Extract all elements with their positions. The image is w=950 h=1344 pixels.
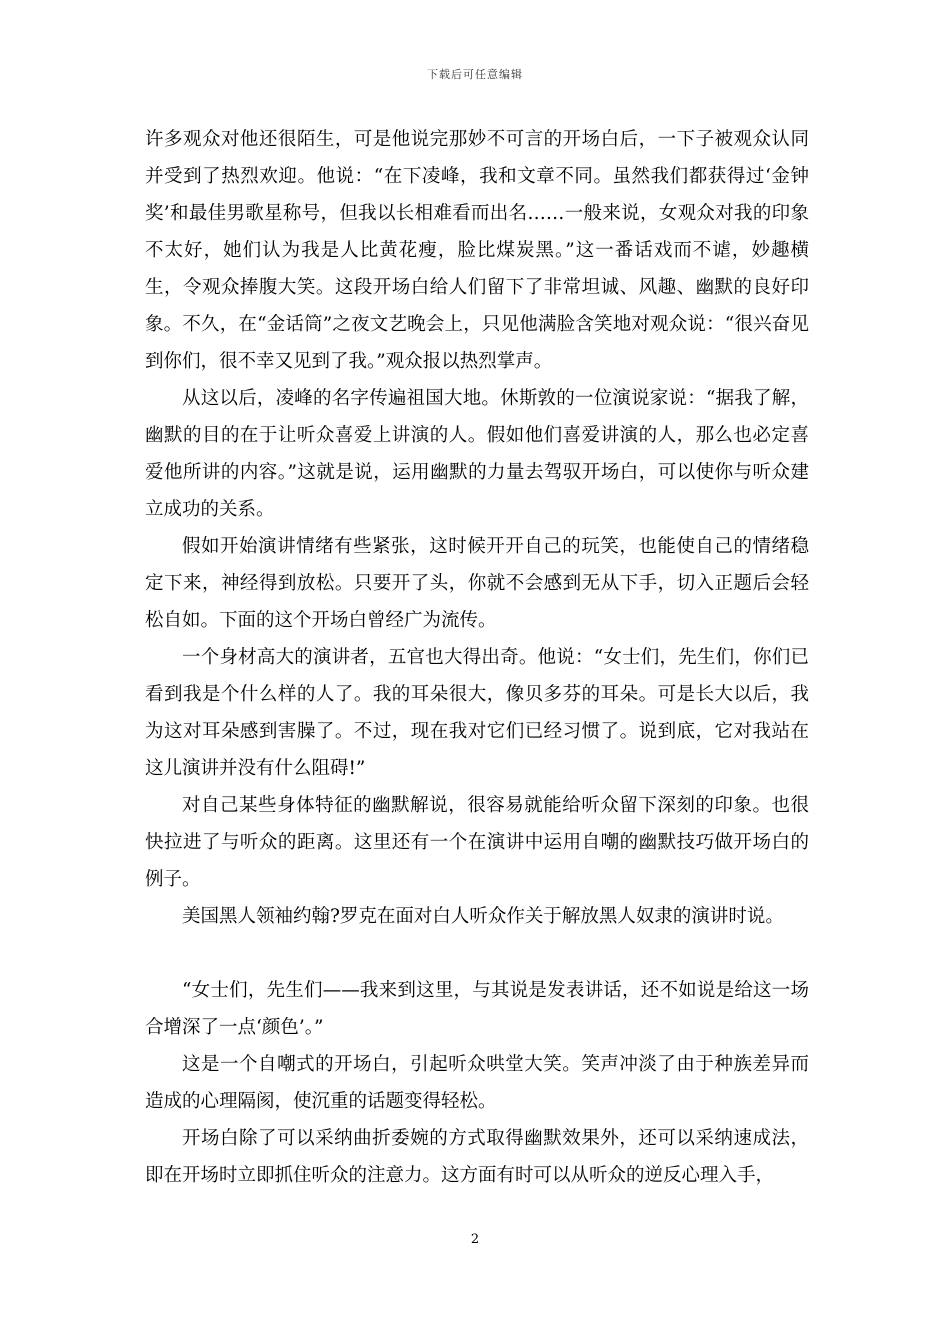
paragraph: 美国黑人领袖约翰?罗克在面对白人听众作关于解放黑人奴隶的演讲时说。 xyxy=(182,906,784,927)
paragraph: 假如开始演讲情绪有些紧张，这时候开开自己的玩笑，也能使自己的情绪稳定下来，神经得到放松。只要开了头，你就不会感到无从下手，切入正题后会轻松自如。下面的这个开场白曾经广为流传。 xyxy=(145,536,809,631)
document-body xyxy=(145,121,809,1194)
page-number: 2 xyxy=(470,1232,480,1247)
paragraph: 一个身材高大的演讲者，五官也大得出奇。他说：“女士们，先生们，你们已看到我是个什么样的人了。我的耳朵很大，像贝多芬的耳朵。可是长大以后，我为这对耳朵感到害臊了。不过，现在我对它们已经习惯了。说到底，它对我站在这儿演讲并没有什么阻碍!” xyxy=(145,647,809,779)
quote-paragraph: “女士们，先生们——我来到这里，与其说是发表讲话，还不如说是给这一场合增深了一点‘颜色’。” xyxy=(145,980,809,1038)
paragraph: 从这以后，凌峰的名字传遍祖国大地。休斯敦的一位演说家说：“据我了解，幽默的目的在于让听众喜爱上讲演的人。假如他们喜爱讲演的人，那么也必定喜爱他所讲的内容。”这就是说，运用幽默的力量去驾驭开场白，可以使你与听众建立成功的关系。 xyxy=(145,388,809,520)
paragraph: 对自己某些身体特征的幽默解说，很容易就能给听众留下深刻的印象。也很快拉进了与听众的距离。这里还有一个在演讲中运用自嘲的幽默技巧做开场白的例子。 xyxy=(145,795,809,890)
paragraph: 许多观众对他还很陌生，可是他说完那妙不可言的开场白后，一下子被观众认同并受到了热烈欢迎。他说：“在下凌峰，我和文章不同。虽然我们都获得过‘金钟奖’和最佳男歌星称号，但我以长相难看而出名……一般来说，女观众对我的印象不太好，她们认为我是人比黄花瘦，脸比煤炭黑。”这一番话戏而不谑，妙趣横生，令观众捧腹大笑。这段开场白给人们留下了非常坦诚、风趣、幽默的良好印象。不久，在“金话筒”之夜文艺晚会上，只见他满脸含笑地对观众说：“很兴奋见到你们，很不幸又见到了我。”观众报以热烈掌声。 xyxy=(145,129,809,372)
paragraph: 这是一个自嘲式的开场白，引起听众哄堂大笑。笑声冲淡了由于种族差异而造成的心理隔阂，使沉重的话题变得轻松。 xyxy=(145,1054,809,1112)
paragraph: 开场白除了可以采纳曲折委婉的方式取得幽默效果外，还可以采纳速成法，即在开场时立即抓住听众的注意力。这方面有时可以从听众的逆反心理入手， xyxy=(145,1128,809,1186)
page-header: 下载后可任意编辑 xyxy=(427,68,523,81)
